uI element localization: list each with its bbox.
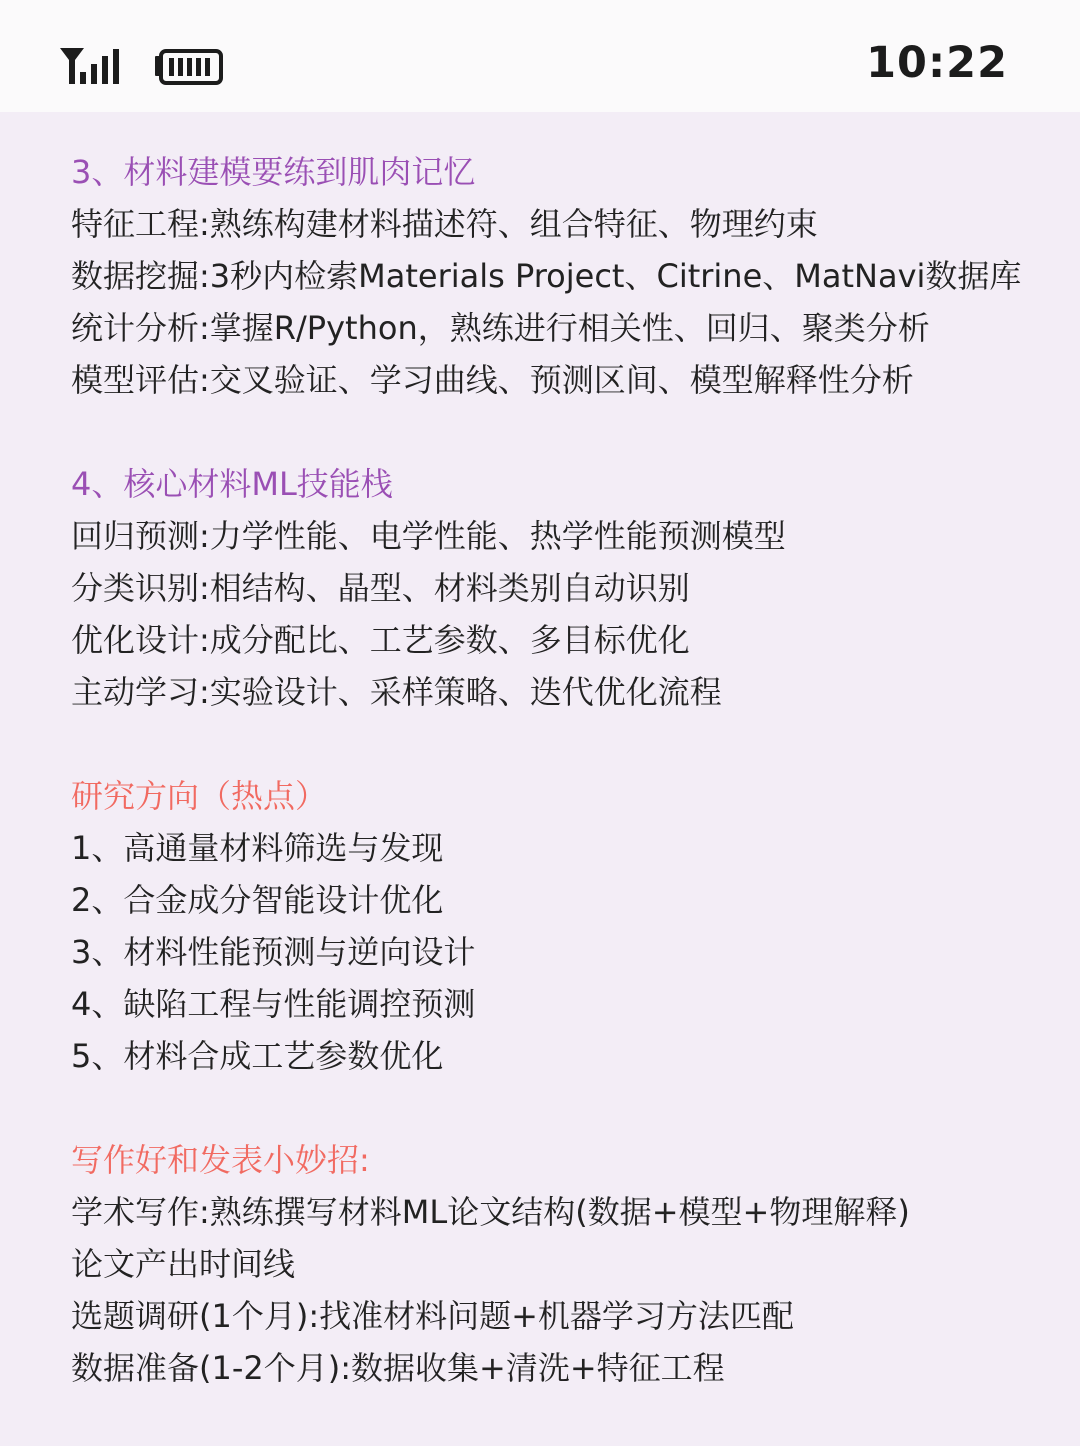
list-item: 模型评估:交叉验证、学习曲线、预测区间、模型解释性分析 xyxy=(71,361,914,399)
section-heading: 研究方向（热点） xyxy=(71,777,328,815)
list-item: 2、合金成分智能设计优化 xyxy=(71,881,444,919)
clock-time: 10:22 xyxy=(866,38,1008,88)
list-item: 5、材料合成工艺参数优化 xyxy=(71,1037,444,1075)
section-writing-tips xyxy=(71,1134,1051,1394)
list-item: 特征工程:熟练构建材料描述符、组合特征、物理约束 xyxy=(71,205,818,243)
list-item: 学术写作:熟练撰写材料ML论文结构(数据+模型+物理解释) xyxy=(71,1193,910,1231)
section-research-directions xyxy=(71,770,1051,1082)
section-heading: 3、材料建模要练到肌肉记忆 xyxy=(71,153,476,191)
list-item: 1、高通量材料筛选与发现 xyxy=(71,829,444,867)
article-content xyxy=(71,146,1051,1446)
signal-icon xyxy=(58,46,128,86)
list-item: 统计分析:掌握R/Python，熟练进行相关性、回归、聚类分析 xyxy=(71,309,930,347)
list-item: 数据挖掘:3秒内检索Materials Project、Citrine、MatNavi数据库 xyxy=(71,257,1022,295)
list-item: 分类识别:相结构、晶型、材料类别自动识别 xyxy=(71,569,690,607)
list-item: 主动学习:实验设计、采样策略、迭代优化流程 xyxy=(71,673,722,711)
battery-icon xyxy=(155,48,225,86)
section-modeling-muscle-memory xyxy=(71,146,1051,406)
list-item: 论文产出时间线 xyxy=(71,1245,296,1283)
list-item: 优化设计:成分配比、工艺参数、多目标优化 xyxy=(71,621,690,659)
list-item: 数据准备(1-2个月):数据收集+清洗+特征工程 xyxy=(71,1349,725,1387)
list-item: 3、材料性能预测与逆向设计 xyxy=(71,933,476,971)
section-core-ml-skills xyxy=(71,458,1051,718)
section-heading: 4、核心材料ML技能栈 xyxy=(71,465,393,503)
list-item: 回归预测:力学性能、电学性能、热学性能预测模型 xyxy=(71,517,786,555)
list-item: 4、缺陷工程与性能调控预测 xyxy=(71,985,476,1023)
section-heading: 写作好和发表小妙招: xyxy=(71,1141,370,1179)
list-item: 选题调研(1个月):找准材料问题+机器学习方法匹配 xyxy=(71,1297,794,1335)
status-bar xyxy=(0,0,1080,112)
